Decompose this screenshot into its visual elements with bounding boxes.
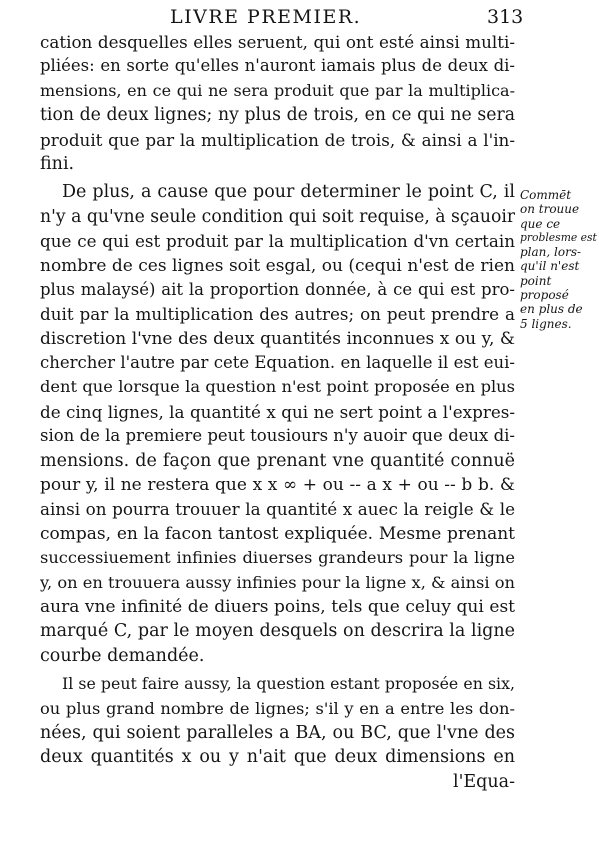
text-line: nombre de ces lignes soit esgal, ou (cequi n'est de rien xyxy=(40,255,515,276)
text-line: sion de la premiere peut tousiours n'y auoir que deux di- xyxy=(40,426,515,446)
paragraph-1 xyxy=(40,30,515,176)
margin-note-line: problesme est xyxy=(520,230,597,244)
text-line: pliées: en sorte qu'elles n'auront iamais plus de deux di- xyxy=(40,56,515,76)
body-text xyxy=(40,30,515,794)
text-line: marqué C, par le moyen desquels on descrira la ligne xyxy=(40,621,515,642)
margin-note-line: plan, lors- xyxy=(520,245,582,260)
text-line: aura vne infinité de diuers poins, tels que celuy qui est xyxy=(40,596,515,617)
text-line: que ce qui est produit par la multiplication d'vn certain xyxy=(40,231,515,252)
margin-note-line: Commēt xyxy=(520,188,572,202)
text-line: compas, en la facon tantost expliquée. Mesme prenant xyxy=(40,523,515,544)
equation-line: pour y, il ne restera que x x ∞ + ou -- a x + ou -- b b. & xyxy=(40,475,515,496)
text-line: mensions. de façon que prenant vne quantité connuë xyxy=(40,450,515,471)
text-line: ainsi on pourra trouuer la quantité x auec la reigle & le xyxy=(40,499,515,520)
text-line: courbe demandée. xyxy=(40,645,205,666)
text-line: successiuement infinies diuerses grandeurs pour la ligne xyxy=(40,548,515,568)
text-line: deux quantités x ou y n'ait que deux dimensions en xyxy=(40,747,515,768)
text-line: produit que par la multiplication de trois, & ainsi a l'in- xyxy=(40,129,515,150)
running-head-title: LIVRE PREMIER. xyxy=(170,6,362,28)
margin-note-line: on trouue xyxy=(520,202,580,217)
text-line: Il se peut faire aussy, la question estant proposée en six, xyxy=(62,674,515,694)
margin-note-line: en plus de xyxy=(520,302,583,317)
margin-note-line: point xyxy=(520,273,552,288)
text-line: fini. xyxy=(40,153,75,174)
paragraph-2 xyxy=(40,180,515,668)
catchword: l'Equa- xyxy=(452,771,515,792)
text-line: de cinq lignes, la quantité x qui ne sert point a l'expres- xyxy=(40,401,515,422)
text-line: mensions, en ce qui ne sera produit que par la multiplica- xyxy=(40,80,515,100)
text-line: plus malaysé) ait la proportion donnée, à ce qui est pro- xyxy=(40,279,515,299)
text-line: cation desquelles elles seruent, qui ont esté ainsi multi- xyxy=(40,32,515,52)
text-line: tion de deux lignes; ny plus de trois, en ce qui ne sera xyxy=(40,105,515,126)
text-line: duit par la multiplication des autres; on peut prendre a xyxy=(40,304,515,325)
running-head xyxy=(0,6,599,30)
margin-note-line: proposé xyxy=(520,288,569,303)
text-line: n'y a qu'vne seule condition qui soit requise, à sçauoir xyxy=(40,206,515,227)
margin-note-line: 5 lignes. xyxy=(520,316,572,331)
text-line: dent que lorsque la question n'est point proposée en plus xyxy=(40,377,515,397)
page-number: 313 xyxy=(487,6,524,28)
margin-note-line: qu'il n'est xyxy=(520,259,580,274)
text-line: chercher l'autre par cete Equation. en laquelle il est eui- xyxy=(40,353,515,373)
text-line: y, on en trouuera aussy infinies pour la ligne x, & ainsi on xyxy=(40,572,515,592)
paragraph-3 xyxy=(40,672,515,794)
text-line: ou plus grand nombre de lignes; s'il y en a entre les don- xyxy=(40,698,515,718)
margin-note xyxy=(520,188,598,331)
text-line: discretion l'vne des deux quantités inconnues x ou y, & xyxy=(40,328,515,349)
margin-note-line: que ce xyxy=(520,216,561,231)
text-line: nées, qui soient paralleles a BA, ou BC, que l'vne des xyxy=(40,722,515,743)
text-line: De plus, a cause que pour determiner le point C, il xyxy=(62,182,515,203)
